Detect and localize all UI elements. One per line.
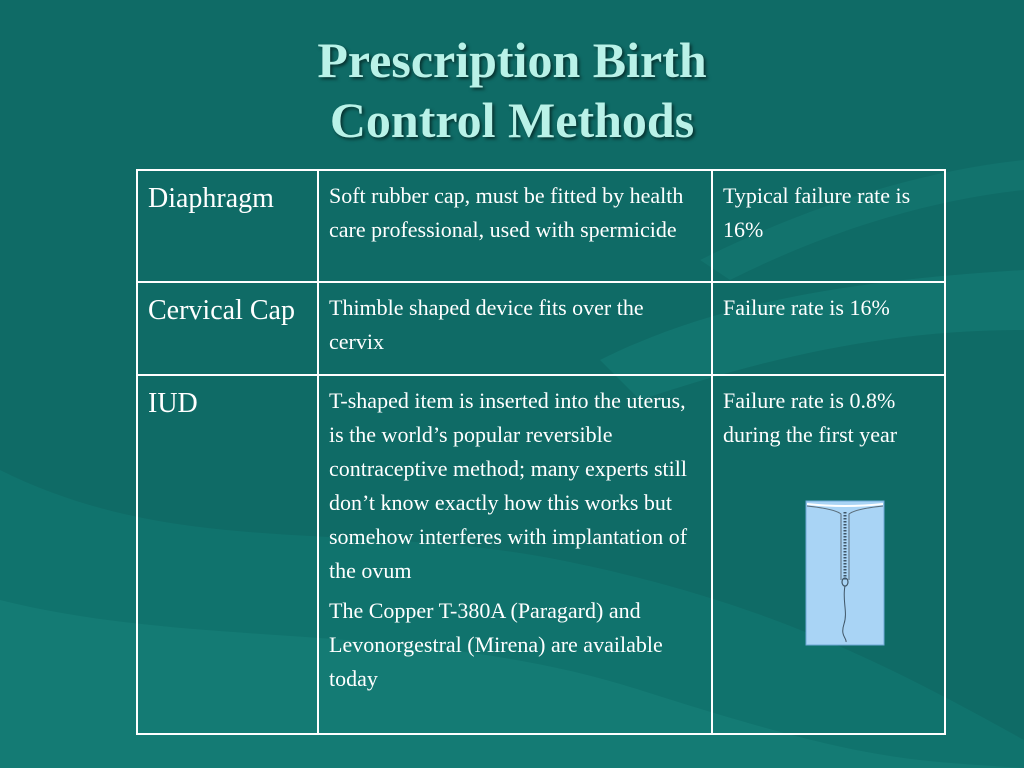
- iud-failure-rate-text: Failure rate is 0.8% during the first year: [723, 388, 898, 447]
- table-row-diaphragm: [137, 170, 945, 282]
- failure-rate-cell: [712, 375, 945, 734]
- method-name-cell: Cervical Cap: [137, 282, 318, 375]
- slide-title-line-2: Control Methods: [329, 92, 695, 148]
- method-description-cell: Thimble shaped device fits over the cervix: [318, 282, 712, 375]
- method-name-cell: IUD: [137, 375, 318, 734]
- birth-control-methods-table: [136, 169, 946, 735]
- method-description-cell: Soft rubber cap, must be fitted by health care professional, used with spermicide: [318, 170, 712, 282]
- iud-t-shape-illustration: [805, 500, 885, 646]
- failure-rate-cell: Failure rate is 16%: [712, 282, 945, 375]
- iud-description-paragraph: T-shaped item is inserted into the uterus, is the world’s popular reversible contraceptive method; many experts still don’t know exactly how this works but somehow interferes with implantation of the ovum: [329, 388, 688, 583]
- table-row-iud: [137, 375, 945, 734]
- slide-title-line-1: Prescription Birth: [317, 32, 707, 88]
- table-row-cervical-cap: [137, 282, 945, 375]
- slide-title: [0, 30, 1024, 150]
- method-name-cell: Diaphragm: [137, 170, 318, 282]
- failure-rate-cell: Typical failure rate is 16%: [712, 170, 945, 282]
- iud-products-paragraph: The Copper T-380A (Paragard) and Levonorgestral (Mirena) are available today: [329, 598, 663, 691]
- method-description-cell: [318, 375, 712, 734]
